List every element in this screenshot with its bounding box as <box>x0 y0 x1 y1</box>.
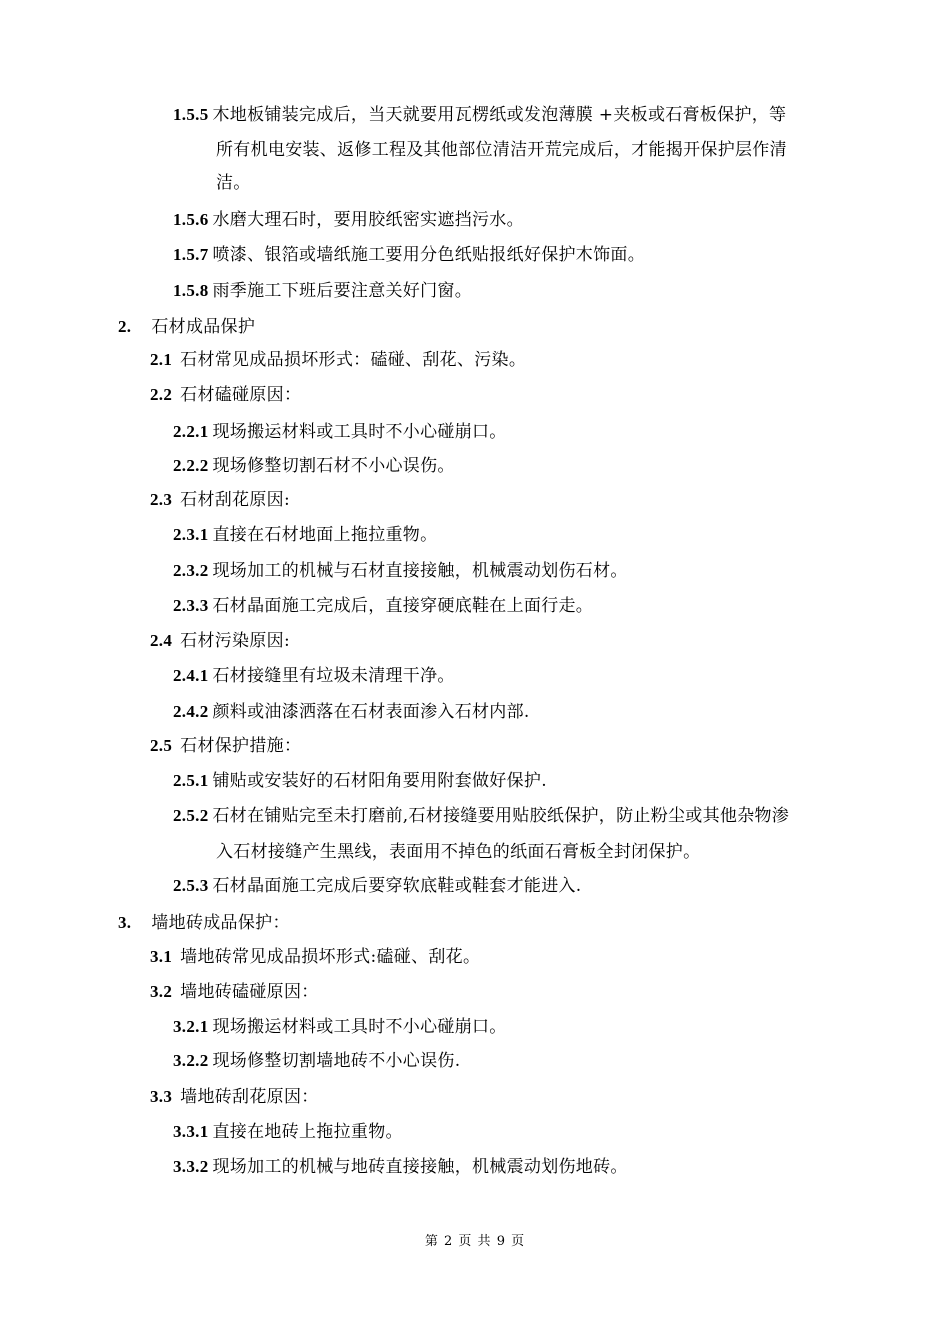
list-item <box>173 665 455 687</box>
list-item <box>150 946 480 968</box>
list-item <box>173 244 645 266</box>
item-text: 石材污染原因: <box>180 631 290 651</box>
list-item <box>173 770 547 792</box>
list-item <box>150 384 301 406</box>
item-text: 石材晶面施工完成后要穿软底鞋或鞋套才能进入. <box>212 876 582 896</box>
item-number: 3.3.1 <box>173 1122 209 1141</box>
list-item <box>150 349 526 371</box>
item-number: 3.3.2 <box>173 1157 209 1176</box>
list-item <box>150 981 319 1003</box>
item-number: 3.3 <box>150 1087 173 1106</box>
list-item <box>173 875 582 897</box>
item-text: 墙地砖刮花原因： <box>180 1087 319 1107</box>
list-item <box>173 560 628 582</box>
item-text: 石材刮花原因: <box>180 490 290 510</box>
item-text: 墙地砖成品保护： <box>151 913 290 933</box>
item-text: 石材常见成品损坏形式：磕碰、刮花、污染。 <box>180 350 527 370</box>
item-text: 颜料或油漆洒落在石材表面渗入石材内部. <box>212 702 530 722</box>
item-text: 直接在地砖上拖拉重物。 <box>212 1122 403 1142</box>
item-text: 现场修整切割石材不小心误伤。 <box>212 456 455 476</box>
list-item <box>150 630 290 652</box>
item-number: 2.3.3 <box>173 596 209 615</box>
item-text-continuation: 入石材接缝产生黑线，表面用不掉色的纸面石膏板全封闭保护。 <box>216 842 701 862</box>
list-item <box>173 805 789 827</box>
item-text: 石材成品保护 <box>151 317 256 337</box>
list-item <box>150 735 301 757</box>
item-number: 2.1 <box>150 350 173 369</box>
item-text: 现场搬运材料或工具时不小心碰崩口。 <box>212 422 507 442</box>
item-number: 2.5 <box>150 736 173 755</box>
item-text: 石材在铺贴完至未打磨前,石材接缝要用贴胶纸保护，防止粉尘或其他杂物渗 <box>212 806 790 826</box>
item-number: 3.2.2 <box>173 1051 209 1070</box>
item-number: 1.5.8 <box>173 281 209 300</box>
item-number: 2.3.1 <box>173 525 209 544</box>
list-item <box>173 1121 403 1143</box>
item-text: 喷漆、银箔或墙纸施工要用分色纸贴报纸好保护木饰面。 <box>212 245 645 265</box>
item-number: 2.5.3 <box>173 876 209 895</box>
item-text: 现场加工的机械与地砖直接接触，机械震动划伤地砖。 <box>212 1157 628 1177</box>
list-item <box>173 524 437 546</box>
item-text-continuation: 所有机电安装、返修工程及其他部位清洁开荒完成后，才能揭开保护层作清 <box>216 140 787 160</box>
item-number: 3. <box>118 913 132 932</box>
list-item <box>173 1016 507 1038</box>
item-number: 1.5.5 <box>173 105 209 124</box>
item-number: 2.2 <box>150 385 173 404</box>
list-item <box>173 421 507 443</box>
item-text: 石材保护措施： <box>180 736 302 756</box>
list-item <box>173 1156 628 1178</box>
list-item <box>118 316 255 338</box>
item-text: 现场加工的机械与石材直接接触，机械震动划伤石材。 <box>212 561 628 581</box>
item-number: 2. <box>118 317 132 336</box>
list-item <box>173 280 472 302</box>
list-item <box>173 455 455 477</box>
item-text: 直接在石材地面上拖拉重物。 <box>212 525 438 545</box>
item-text: 墙地砖常见成品损坏形式:磕碰、刮花。 <box>180 947 481 967</box>
item-number: 2.5.1 <box>173 771 209 790</box>
item-number: 1.5.6 <box>173 210 209 229</box>
list-item <box>150 489 290 511</box>
list-item <box>173 104 786 126</box>
item-text: 石材晶面施工完成后，直接穿硬底鞋在上面行走。 <box>212 596 594 616</box>
item-number: 2.2.2 <box>173 456 209 475</box>
page-footer: 第 2 页 共 9 页 <box>424 1234 526 1249</box>
item-text-continuation: 洁。 <box>216 173 251 193</box>
item-text: 现场搬运材料或工具时不小心碰崩口。 <box>212 1017 507 1037</box>
item-number: 2.5.2 <box>173 806 209 825</box>
item-text: 水磨大理石时，要用胶纸密实遮挡污水。 <box>212 210 524 230</box>
item-number: 3.2.1 <box>173 1017 209 1036</box>
item-number: 2.4.2 <box>173 702 209 721</box>
list-item <box>173 595 593 617</box>
item-number: 1.5.7 <box>173 245 209 264</box>
item-number: 3.1 <box>150 947 173 966</box>
item-text: 石材接缝里有垃圾未清理干净。 <box>212 666 455 686</box>
list-item <box>173 209 524 231</box>
item-text: 石材磕碰原因： <box>180 385 302 405</box>
item-number: 2.2.1 <box>173 422 209 441</box>
item-number: 2.4.1 <box>173 666 209 685</box>
item-text: 现场修整切割墙地砖不小心误伤. <box>212 1051 461 1071</box>
list-item <box>173 701 530 723</box>
item-number: 2.3 <box>150 490 173 509</box>
list-item <box>173 1050 460 1072</box>
item-text: 木地板铺装完成后，当天就要用瓦楞纸或发泡薄膜 +夹板或石膏板保护，等 <box>212 105 787 125</box>
item-text: 铺贴或安装好的石材阳角要用附套做好保护. <box>212 771 547 791</box>
list-item <box>150 1086 319 1108</box>
item-number: 2.4 <box>150 631 173 650</box>
item-number: 3.2 <box>150 982 173 1001</box>
item-text: 墙地砖磕碰原因： <box>180 982 319 1002</box>
item-text: 雨季施工下班后要注意关好门窗。 <box>212 281 472 301</box>
list-item <box>118 912 290 934</box>
item-number: 2.3.2 <box>173 561 209 580</box>
